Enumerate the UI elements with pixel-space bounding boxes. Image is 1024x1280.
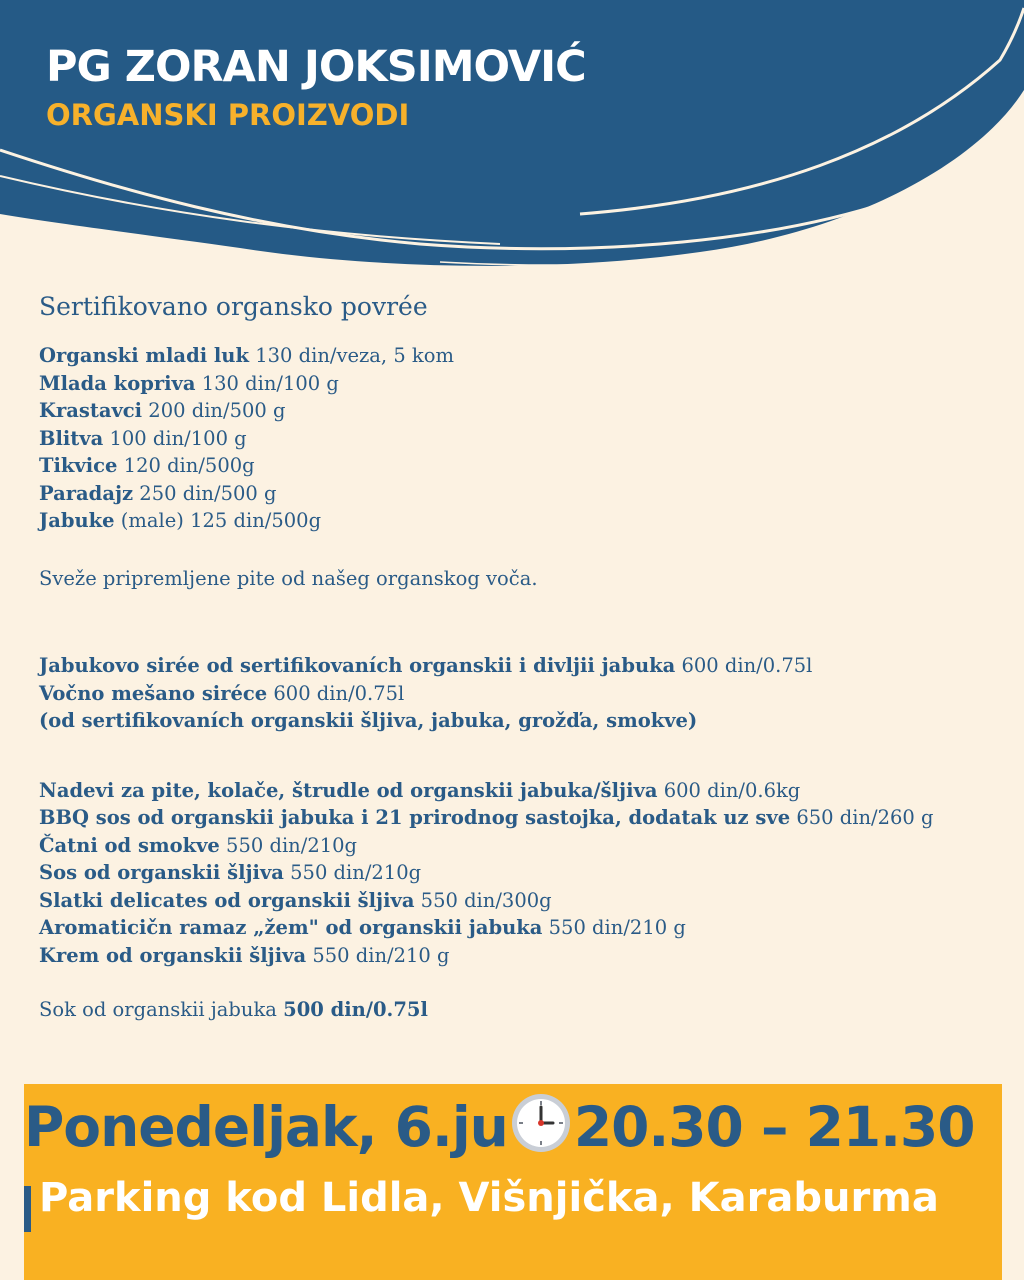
preserve-item bbox=[39, 832, 979, 860]
vinegar-note-text: (od sertifikovaních organskii šljiva, jabuka, grožďa, smokve) bbox=[39, 709, 698, 732]
juice-item bbox=[39, 996, 979, 1024]
item-name: Krem od organskii šljiva bbox=[39, 943, 307, 967]
event-location: Parking kod Lidla, Višnjička, Karaburma bbox=[39, 1175, 939, 1221]
banner-accent-bar bbox=[24, 1186, 31, 1232]
item-price: 600 din/0.6kg bbox=[663, 778, 801, 802]
vegetables-heading: Sertifikovano organsko povrée bbox=[39, 292, 428, 321]
vinegar-item bbox=[39, 680, 979, 708]
item-name: Paradajz bbox=[39, 481, 134, 505]
vinegar-item bbox=[39, 652, 979, 680]
item-name: Vočno mešano siréce bbox=[39, 681, 268, 705]
item-price: 550 din/210 g bbox=[312, 943, 450, 967]
vegetable-item bbox=[39, 507, 979, 535]
event-date: Ponedeljak, 6.ju bbox=[24, 1095, 508, 1159]
vegetable-item bbox=[39, 370, 979, 398]
item-name: Krastavci bbox=[39, 399, 143, 422]
preserve-item bbox=[39, 887, 979, 915]
item-name: Sok od organskii jabuka bbox=[39, 998, 277, 1021]
item-price: 500 din/0.75l bbox=[283, 998, 428, 1021]
item-name: Organski mladi luk bbox=[39, 344, 249, 367]
item-price: 550 din/210g bbox=[226, 833, 358, 857]
vegetable-item bbox=[39, 480, 979, 508]
preserve-item bbox=[39, 859, 979, 887]
item-name: Aromaticičn ramaz „žem" od organskii jabuka bbox=[39, 916, 543, 939]
item-name: Jabukovo sirée od sertifikovaních organskii i divljii jabuka bbox=[39, 654, 676, 677]
clock-icon bbox=[510, 1092, 572, 1154]
item-name: Blitva bbox=[39, 426, 104, 450]
preserve-item bbox=[39, 777, 979, 805]
vegetable-item bbox=[39, 452, 979, 480]
item-price: 250 din/500 g bbox=[139, 481, 277, 505]
item-price: 600 din/0.75l bbox=[681, 654, 813, 677]
preserve-item bbox=[39, 914, 979, 942]
event-banner bbox=[24, 1084, 1002, 1280]
item-price: 550 din/210 g bbox=[548, 916, 686, 939]
preserve-item bbox=[39, 942, 979, 970]
pies-note: Sveže pripremljene pite od našeg organskog voča. bbox=[39, 566, 538, 590]
product-list bbox=[39, 290, 979, 1024]
item-name: Jabuke bbox=[39, 509, 115, 532]
item-name: BBQ sos od organskii jabuka i 21 prirodnog sastojka, dodatak uz sve bbox=[39, 806, 791, 829]
vinegar-note bbox=[39, 707, 979, 735]
item-name: Tikvice bbox=[39, 454, 118, 477]
item-price: 130 din/100 g bbox=[201, 371, 339, 395]
brand-title: PG ZORAN JOKSIMOVIĆ bbox=[46, 42, 586, 92]
item-name: Nadevi za pite, kolače, štrudle od organskii jabuka/šljiva bbox=[39, 778, 658, 802]
preserve-item bbox=[39, 804, 979, 832]
vegetable-item bbox=[39, 342, 979, 370]
item-price: 650 din/260 g bbox=[796, 806, 934, 829]
item-price: (male) 125 din/500g bbox=[120, 509, 322, 532]
item-name: Sos od organskii šljiva bbox=[39, 861, 284, 884]
brand-subtitle: ORGANSKI PROIZVODI bbox=[46, 98, 410, 132]
item-name: Mlada kopriva bbox=[39, 371, 196, 395]
item-price: 600 din/0.75l bbox=[273, 681, 405, 705]
item-price: 130 din/veza, 5 kom bbox=[255, 344, 454, 367]
event-datetime bbox=[24, 1092, 975, 1160]
item-price: 100 din/100 g bbox=[109, 426, 247, 450]
item-name: Čatni od smokve bbox=[39, 833, 220, 857]
event-time: 20.30 – 21.30 bbox=[573, 1095, 975, 1159]
vegetable-item bbox=[39, 425, 979, 453]
item-price: 550 din/210g bbox=[290, 861, 422, 884]
item-name: Slatki delicates od organskii šljiva bbox=[39, 888, 415, 912]
item-price: 200 din/500 g bbox=[148, 399, 286, 422]
vegetable-item bbox=[39, 397, 979, 425]
item-price: 550 din/300g bbox=[420, 888, 552, 912]
item-price: 120 din/500g bbox=[123, 454, 255, 477]
